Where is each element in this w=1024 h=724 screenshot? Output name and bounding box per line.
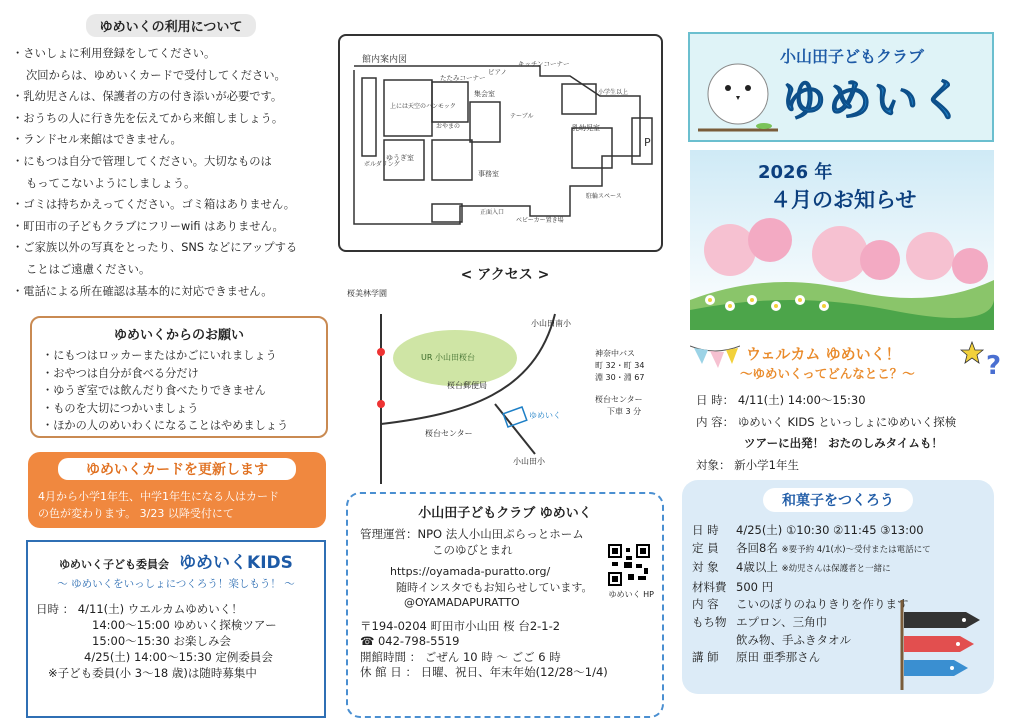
room-label: 小学生以上 [598,89,629,96]
kids-line: 4/25(土) 14:00～15:30 定例委員会 [84,650,273,664]
wagashi-title: 和菓子をつくろう [763,488,913,512]
kids-line: 15:00～15:30 お楽しみ会 [92,634,231,648]
star-question-icon [960,340,1006,388]
content-label: 内 容： [696,415,735,429]
content-value: ツアーに出発！ おたのしみタイムも！ [744,436,943,450]
room-label: ピアノ [488,68,507,76]
content-label: 内 容 [692,597,719,612]
wagashi-fee-row [692,579,984,597]
insta-text: 随時インスタでもお知らせしています。 [396,580,593,594]
kids-tagline: ～ ゆめいくをいっしょにつくろう！楽しもう！ ～ [57,578,295,590]
list-item: ・にもつはロッカーまたはかごにいれましょう [42,349,277,362]
walk-time: 下車 3 分 [607,407,642,416]
floor-map-title: 館内案内図 [362,55,408,65]
address-text: 〒194-0204 町田市小山田 桜 台2-1-2 [360,618,561,633]
room-label: 乳幼児室 [572,124,600,132]
kids-line: 14:00～15:00 ゆめいく探検ツアー [92,618,277,632]
parking-label: P [644,136,651,149]
qr-code-icon[interactable] [608,544,650,586]
list-item: ・おうちの人に行き先を伝えてから来館しましょう。 [12,111,284,125]
card-update-box [28,452,326,528]
usage-rules-list [12,43,330,302]
fee-value: 500 円 [736,579,774,594]
capacity-value: 各回8名 [736,540,778,555]
yumeiku-building [503,407,527,427]
date-value: 4/11(土) 14:00～15:30 [737,393,866,407]
floor-map [338,34,663,252]
phone-number: 042-798-5519 [377,634,460,648]
floor-map-drawing [340,36,661,250]
target-label: 対 象 [692,560,719,575]
welcome-title: ウェルカム ゆめいく！ [746,345,901,363]
access-title-text: アクセス [477,267,533,283]
room-label: 駐輪スペース [586,193,622,200]
content-value: こいのぼりのねりきりを作ります [736,597,909,612]
date-label: 日 時： [696,393,735,407]
svg-text:?: ? [986,351,1002,381]
bus-stop: 桜台センター [595,395,643,404]
target-value: 4歳以上 [736,560,778,575]
manage-text: このゆびとまれ [432,542,513,557]
room-label: ベビーカー置き場 [516,217,564,224]
list-item: ・ランドセル来館はできません。 [12,133,182,147]
room-label: 集会室 [474,90,495,98]
card-update-text: の色が変わります。 3/23 以降受付にて [38,507,234,520]
kids-line: 日時 ： 4/11(土) ウエルカムゆめいく！ [36,602,243,616]
card-update-title: ゆめいくカードを更新します [58,458,296,480]
list-item: ・乳幼児さんは、保護者の方の付き添いが必要です。 [12,90,283,104]
content-value: ゆめいく KIDS といっしょにゆめいく探検 [737,415,957,429]
hours-text: 開館時間 ： ごぜん 10 時 ～ ごご 6 時 [360,649,561,664]
access-map-drawing [345,284,675,484]
room-label: テーブル [510,113,534,120]
list-item: ・ゴミは持ちかえってください。ゴミ箱はありません。 [12,198,296,212]
bring-label: もち物 [692,614,727,629]
list-item: 次回からは、ゆめいくカードで受付してください。 [26,68,286,82]
welcome-event [690,340,1008,475]
bus-info: 町 32・町 34 [595,361,645,370]
welcome-content-row [696,414,956,430]
list-item: ことはご遠慮ください。 [26,262,151,276]
room-label: 事務室 [478,170,499,178]
fee-label: 材料費 [692,579,727,594]
welcome-target-row [696,457,799,473]
requests-box [30,316,328,438]
list-item: ・ものを大切につかいましょう [42,401,199,415]
requests-list [42,347,316,435]
wagashi-capacity-row [692,540,984,560]
notice-year: 2026 年 [758,162,833,183]
landmark-label: 小山田小 [513,457,545,466]
room-label: ゆうぎ室 [386,154,414,162]
list-item: ・おやつは自分が食べる分だけ [42,366,199,380]
requests-title: ゆめいくからのお願い [113,328,244,343]
list-item: ・ほかの人のめいわくになることはやめましょう [42,419,289,433]
bunting-flag-icon [690,342,740,382]
target-label: 対象： [696,458,731,472]
capacity-note: ※要予約 4/1(水)～受付または電話にて [781,544,931,555]
bus-info: 淵 30・淵 67 [595,373,645,382]
room-label: たたみコーナー [440,74,486,82]
room-label: ボルダリング [364,161,400,168]
landmark-label: 桜美林学園 [347,289,387,298]
phone-icon: ☎ [360,634,378,648]
room-label: 正面入口 [480,209,505,216]
manage-text: 管理運営：NPO 法人小山田ぷらっとホーム [360,527,584,541]
landmark-label: UR 小山田桜台 [421,353,475,362]
insta-handle: @OYAMADAPURATTO [404,596,520,609]
access-map [345,284,675,484]
list-item: ・にもつは自分で管理してください。大切なものは [12,154,272,168]
koinobori-carp-streamer-icon [896,600,988,690]
access-title: < アクセス > [460,267,550,283]
usage-rules-title: ゆめいくの利用について [86,14,256,37]
wagashi-date-row [692,522,984,540]
teacher-value: 原田 亜季那さん [736,650,821,665]
room-label: 上には天空のハンモック [390,103,456,110]
target-value: 新小学1年生 [734,458,799,472]
teacher-label: 講 師 [692,650,719,665]
list-item: もってこないようにしましょう。 [26,176,196,190]
contact-info-box [346,492,664,718]
room-label: おやまの [436,123,461,130]
capacity-label: 定 員 [692,540,719,555]
landmark-label: ゆめいく [529,411,561,420]
bird-mascot-icon [698,50,778,136]
qr-label: ゆめいく HP [608,590,654,599]
landmark-label: 桜台郵便局 [447,381,487,390]
closed-text: 休 館 日 ： 日曜、祝日、年末年始(12/28～1/4) [360,665,608,679]
list-item: ・さいしょに利用登録をしてください。 [12,47,216,60]
welcome-date-row [696,392,866,408]
spring-banner [690,150,994,330]
card-update-text: 4月から小学1年生、中学1年生になる人はカード [38,490,279,503]
spring-scenery-image [690,150,994,330]
landmark-label: 小山田南小 [531,319,571,328]
welcome-subtitle: ～ゆめいくってどんなとこ？～ [740,366,915,381]
room-label: キッチンコーナー [518,60,570,68]
list-item: ・町田市の子どもクラブにフリーwifi はありません。 [12,219,284,233]
website-link[interactable]: https://oyamada-puratto.org/ [390,565,551,578]
landmark-label: 桜台センター [425,429,473,438]
kids-logo: ゆめいくKIDS [179,553,293,573]
header-title-box [688,32,994,142]
list-item: ・電話による所在確認は基本的に対応できません。 [12,284,273,298]
date-label: 日 時 [692,523,719,537]
date-value: 4/25(土) ①10:30 ②11:45 ③13:00 [736,523,924,537]
wagashi-target-row [692,559,984,579]
phone-row [360,634,650,650]
wagashi-event-box [682,480,994,694]
kids-subtitle: ゆめいく子ども委員会 [59,558,170,571]
kids-line: ※子ども委員(小 3～18 歳)は随時募集中 [48,666,257,680]
usage-rules-section [12,14,330,302]
bus-info: 神奈中バス [595,349,635,358]
list-item: ・ゆうぎ室では飲んだり食べたりできません [42,384,266,398]
kids-committee-box [26,540,326,718]
target-note: ※幼児さんは保護者と一緒に [781,564,891,575]
bring-value: エプロン、三角巾 [736,614,828,629]
contact-title: 小山田子どもクラブ ゆめいく [418,506,592,521]
list-item: ・ご家族以外の写真をとったり、SNS などにアップする [12,241,298,255]
club-name: 小山田子どもクラブ [780,47,925,66]
yumeiku-logo: ゆめいく [782,75,966,126]
bring-value: 飲み物、手ふきタオル [736,632,851,647]
notice-month: ４月のお知らせ [770,188,917,212]
